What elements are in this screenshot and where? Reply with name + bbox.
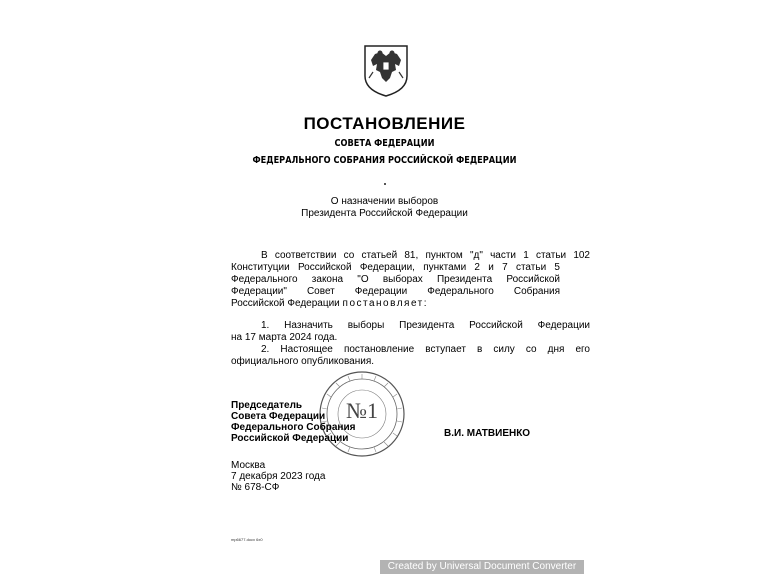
signature-title-line4: Российской Федерации [231, 433, 349, 444]
issuing-body-line2: ФЕДЕРАЛЬНОГО СОБРАНИЯ РОССИЙСКОЙ ФЕДЕРАЦИИ [252, 155, 517, 166]
date: 7 декабря 2023 года [231, 471, 326, 482]
signature-title-line2: Совета Федерации [231, 411, 326, 422]
issuing-body-line1: СОВЕТА ФЕДЕРАЦИИ [334, 138, 435, 149]
item-2-line2: официального опубликования. [231, 356, 375, 367]
preamble-prefix: Российской Федерации [231, 298, 343, 309]
document-number: № 678-СФ [231, 482, 280, 493]
converter-watermark: Created by Universal Document Converter [380, 560, 584, 574]
preamble-line: Федерального закона "О выборах Президента Российской [231, 274, 560, 285]
preamble-line: Конституции Российской Федерации, пунктами 2 и 7 статьи 5 [231, 262, 560, 273]
place: Москва [231, 460, 266, 471]
item-1-line1: 1. Назначить выборы Президента Российской Федерации [261, 320, 590, 331]
signature-title-line1: Председатель [231, 400, 303, 411]
preamble-suffix: : [423, 298, 427, 309]
signer-name: В.И. МАТВИЕНКО [444, 428, 531, 439]
seal-number: №1 [346, 398, 378, 423]
decree-word: постановляет [342, 298, 424, 309]
separator-dot [384, 183, 386, 185]
item-2-line1: 2. Настоящее постановление вступает в силу со дня его [261, 344, 590, 355]
file-code: mp6677.docx 6x0 [231, 537, 263, 542]
subject-line2: Президента Российской Федерации [301, 208, 468, 219]
document-title: ПОСТАНОВЛЕНИЕ [303, 114, 466, 133]
item-1-line2: на 17 марта 2024 года. [231, 332, 338, 343]
preamble-line-last [231, 298, 560, 310]
signature-title-line3: Федерального Собрания [231, 422, 356, 433]
coat-of-arms-icon [361, 42, 411, 98]
preamble-line: В соответствии со статьей 81, пунктом "д" части 1 статьи 102 [261, 250, 590, 261]
subject-line1: О назначении выборов [330, 196, 439, 207]
preamble-line: Федерации" Совет Федерации Федерального Собрания [231, 286, 560, 297]
